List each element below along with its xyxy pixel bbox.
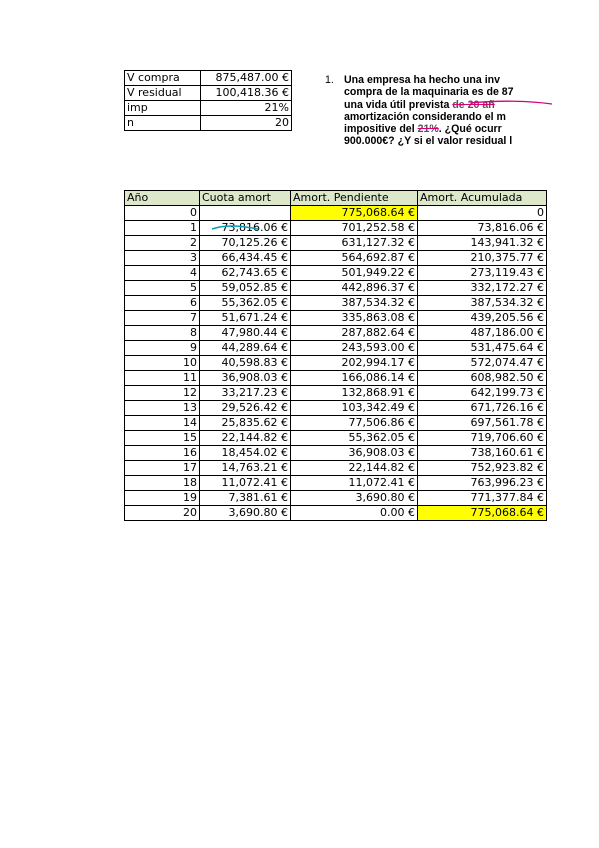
accumulated-amortization-cell: 719,706.60 €	[418, 431, 547, 446]
accumulated-amortization-cell: 671,726.16 €	[418, 401, 547, 416]
accumulated-amortization-cell: 387,534.32 €	[418, 296, 547, 311]
year-cell: 14	[125, 416, 200, 431]
table-row	[125, 341, 547, 356]
accumulated-amortization-cell: 763,996.23 €	[418, 476, 547, 491]
year-cell: 11	[125, 371, 200, 386]
annual-amortization-cell: 3,690.80 €	[200, 506, 291, 521]
annual-amortization-cell: 18,454.02 €	[200, 446, 291, 461]
parameter-row	[125, 71, 292, 86]
table-row	[125, 296, 547, 311]
accumulated-amortization-cell: 752,923.82 €	[418, 461, 547, 476]
pending-amortization-cell: 501,949.22 €	[291, 266, 418, 281]
table-row	[125, 476, 547, 491]
pending-amortization-cell: 775,068.64 €	[291, 206, 418, 221]
pending-amortization-cell: 564,692.87 €	[291, 251, 418, 266]
column-header: Año	[125, 191, 200, 206]
accumulated-amortization-cell: 608,982.50 €	[418, 371, 547, 386]
accumulated-amortization-cell: 332,172.27 €	[418, 281, 547, 296]
year-cell: 13	[125, 401, 200, 416]
accumulated-amortization-cell: 143,941.32 €	[418, 236, 547, 251]
table-row	[125, 416, 547, 431]
pending-amortization-cell: 701,252.58 €	[291, 221, 418, 236]
annual-amortization-cell	[200, 206, 291, 221]
problem-statement	[325, 74, 599, 150]
annual-amortization-cell: 40,598.83 €	[200, 356, 291, 371]
problem-line: amortización considerando el m	[344, 110, 506, 123]
parameter-value: 100,418.36 €	[201, 86, 292, 101]
annual-amortization-cell: 55,362.05 €	[200, 296, 291, 311]
table-row	[125, 311, 547, 326]
pending-amortization-cell: 22,144.82 €	[291, 461, 418, 476]
problem-line: impositive del 21%. ¿Qué ocurr	[344, 123, 502, 136]
annual-amortization-cell: 47,980.44 €	[200, 326, 291, 341]
annual-amortization-cell: 25,835.62 €	[200, 416, 291, 431]
table-row	[125, 506, 547, 521]
annual-amortization-cell: 62,743.65 €	[200, 266, 291, 281]
accumulated-amortization-cell: 210,375.77 €	[418, 251, 547, 266]
year-cell: 9	[125, 341, 200, 356]
year-cell: 12	[125, 386, 200, 401]
parameter-row	[125, 86, 292, 101]
table-row	[125, 251, 547, 266]
problem-text	[344, 74, 599, 148]
accumulated-amortization-cell: 771,377.84 €	[418, 491, 547, 506]
column-header: Amort. Acumulada	[418, 191, 547, 206]
accumulated-amortization-cell: 73,816.06 €	[418, 221, 547, 236]
problem-line: Una empresa ha hecho una inv	[344, 74, 501, 86]
problem-line: compra de la maquinaria es de 87	[344, 86, 514, 99]
annual-amortization-cell: 11,072.41 €	[200, 476, 291, 491]
table-row	[125, 206, 547, 221]
pending-amortization-cell: 132,868.91 €	[291, 386, 418, 401]
column-header: Cuota amort	[200, 191, 291, 206]
accumulated-amortization-cell: 0	[418, 206, 547, 221]
pending-amortization-cell: 103,342.49 €	[291, 401, 418, 416]
pending-amortization-cell: 287,882.64 €	[291, 326, 418, 341]
parameter-value: 21%	[201, 101, 292, 116]
parameter-label: imp	[125, 101, 201, 116]
accumulated-amortization-cell: 531,475.64 €	[418, 341, 547, 356]
accumulated-amortization-cell: 697,561.78 €	[418, 416, 547, 431]
table-row	[125, 281, 547, 296]
table-row	[125, 356, 547, 371]
parameter-label: V residual	[125, 86, 201, 101]
year-cell: 15	[125, 431, 200, 446]
year-cell: 0	[125, 206, 200, 221]
year-cell: 18	[125, 476, 200, 491]
annual-amortization-cell: 14,763.21 €	[200, 461, 291, 476]
pending-amortization-cell: 3,690.80 €	[291, 491, 418, 506]
accumulated-amortization-cell: 642,199.73 €	[418, 386, 547, 401]
table-row	[125, 461, 547, 476]
parameter-row	[125, 116, 292, 131]
parameters-table	[124, 70, 292, 131]
table-header-row	[125, 191, 547, 206]
table-row	[125, 491, 547, 506]
annual-amortization-cell: 51,671.24 €	[200, 311, 291, 326]
accumulated-amortization-cell: 273,119.43 €	[418, 266, 547, 281]
year-cell: 2	[125, 236, 200, 251]
table-row	[125, 386, 547, 401]
year-cell: 16	[125, 446, 200, 461]
pending-amortization-cell: 77,506.86 €	[291, 416, 418, 431]
year-cell: 19	[125, 491, 200, 506]
column-header: Amort. Pendiente	[291, 191, 418, 206]
table-row	[125, 431, 547, 446]
annual-amortization-cell: 73,816.06 €	[200, 221, 291, 236]
parameter-label: n	[125, 116, 201, 131]
parameter-value: 20	[201, 116, 292, 131]
annual-amortization-cell: 70,125.26 €	[200, 236, 291, 251]
pending-amortization-cell: 55,362.05 €	[291, 431, 418, 446]
annual-amortization-cell: 44,289.64 €	[200, 341, 291, 356]
parameter-value: 875,487.00 €	[201, 71, 292, 86]
annual-amortization-cell: 22,144.82 €	[200, 431, 291, 446]
annual-amortization-cell: 7,381.61 €	[200, 491, 291, 506]
accumulated-amortization-cell: 775,068.64 €	[418, 506, 547, 521]
table-row	[125, 236, 547, 251]
pending-amortization-cell: 11,072.41 €	[291, 476, 418, 491]
annual-amortization-cell: 66,434.45 €	[200, 251, 291, 266]
table-row	[125, 401, 547, 416]
year-cell: 4	[125, 266, 200, 281]
pending-amortization-cell: 243,593.00 €	[291, 341, 418, 356]
problem-line: 900.000€? ¿Y si el valor residual l	[344, 135, 513, 148]
year-cell: 7	[125, 311, 200, 326]
annual-amortization-cell: 36,908.03 €	[200, 371, 291, 386]
table-row	[125, 446, 547, 461]
problem-number: 1.	[325, 74, 334, 86]
accumulated-amortization-cell: 487,186.00 €	[418, 326, 547, 341]
pending-amortization-cell: 442,896.37 €	[291, 281, 418, 296]
year-cell: 5	[125, 281, 200, 296]
pending-amortization-cell: 0.00 €	[291, 506, 418, 521]
pending-amortization-cell: 36,908.03 €	[291, 446, 418, 461]
table-row	[125, 326, 547, 341]
pending-amortization-cell: 166,086.14 €	[291, 371, 418, 386]
year-cell: 10	[125, 356, 200, 371]
accumulated-amortization-cell: 738,160.61 €	[418, 446, 547, 461]
year-cell: 20	[125, 506, 200, 521]
accumulated-amortization-cell: 439,205.56 €	[418, 311, 547, 326]
pending-amortization-cell: 335,863.08 €	[291, 311, 418, 326]
parameter-label: V compra	[125, 71, 201, 86]
year-cell: 17	[125, 461, 200, 476]
year-cell: 1	[125, 221, 200, 236]
amortization-table	[124, 190, 547, 521]
pending-amortization-cell: 202,994.17 €	[291, 356, 418, 371]
table-row	[125, 221, 547, 236]
annual-amortization-cell: 59,052.85 €	[200, 281, 291, 296]
parameter-row	[125, 101, 292, 116]
pending-amortization-cell: 631,127.32 €	[291, 236, 418, 251]
year-cell: 8	[125, 326, 200, 341]
problem-line: una vida útil prevista de 20 añ	[344, 98, 495, 111]
annual-amortization-cell: 29,526.42 €	[200, 401, 291, 416]
year-cell: 6	[125, 296, 200, 311]
table-row	[125, 371, 547, 386]
table-row	[125, 266, 547, 281]
pending-amortization-cell: 387,534.32 €	[291, 296, 418, 311]
annual-amortization-cell: 33,217.23 €	[200, 386, 291, 401]
accumulated-amortization-cell: 572,074.47 €	[418, 356, 547, 371]
year-cell: 3	[125, 251, 200, 266]
